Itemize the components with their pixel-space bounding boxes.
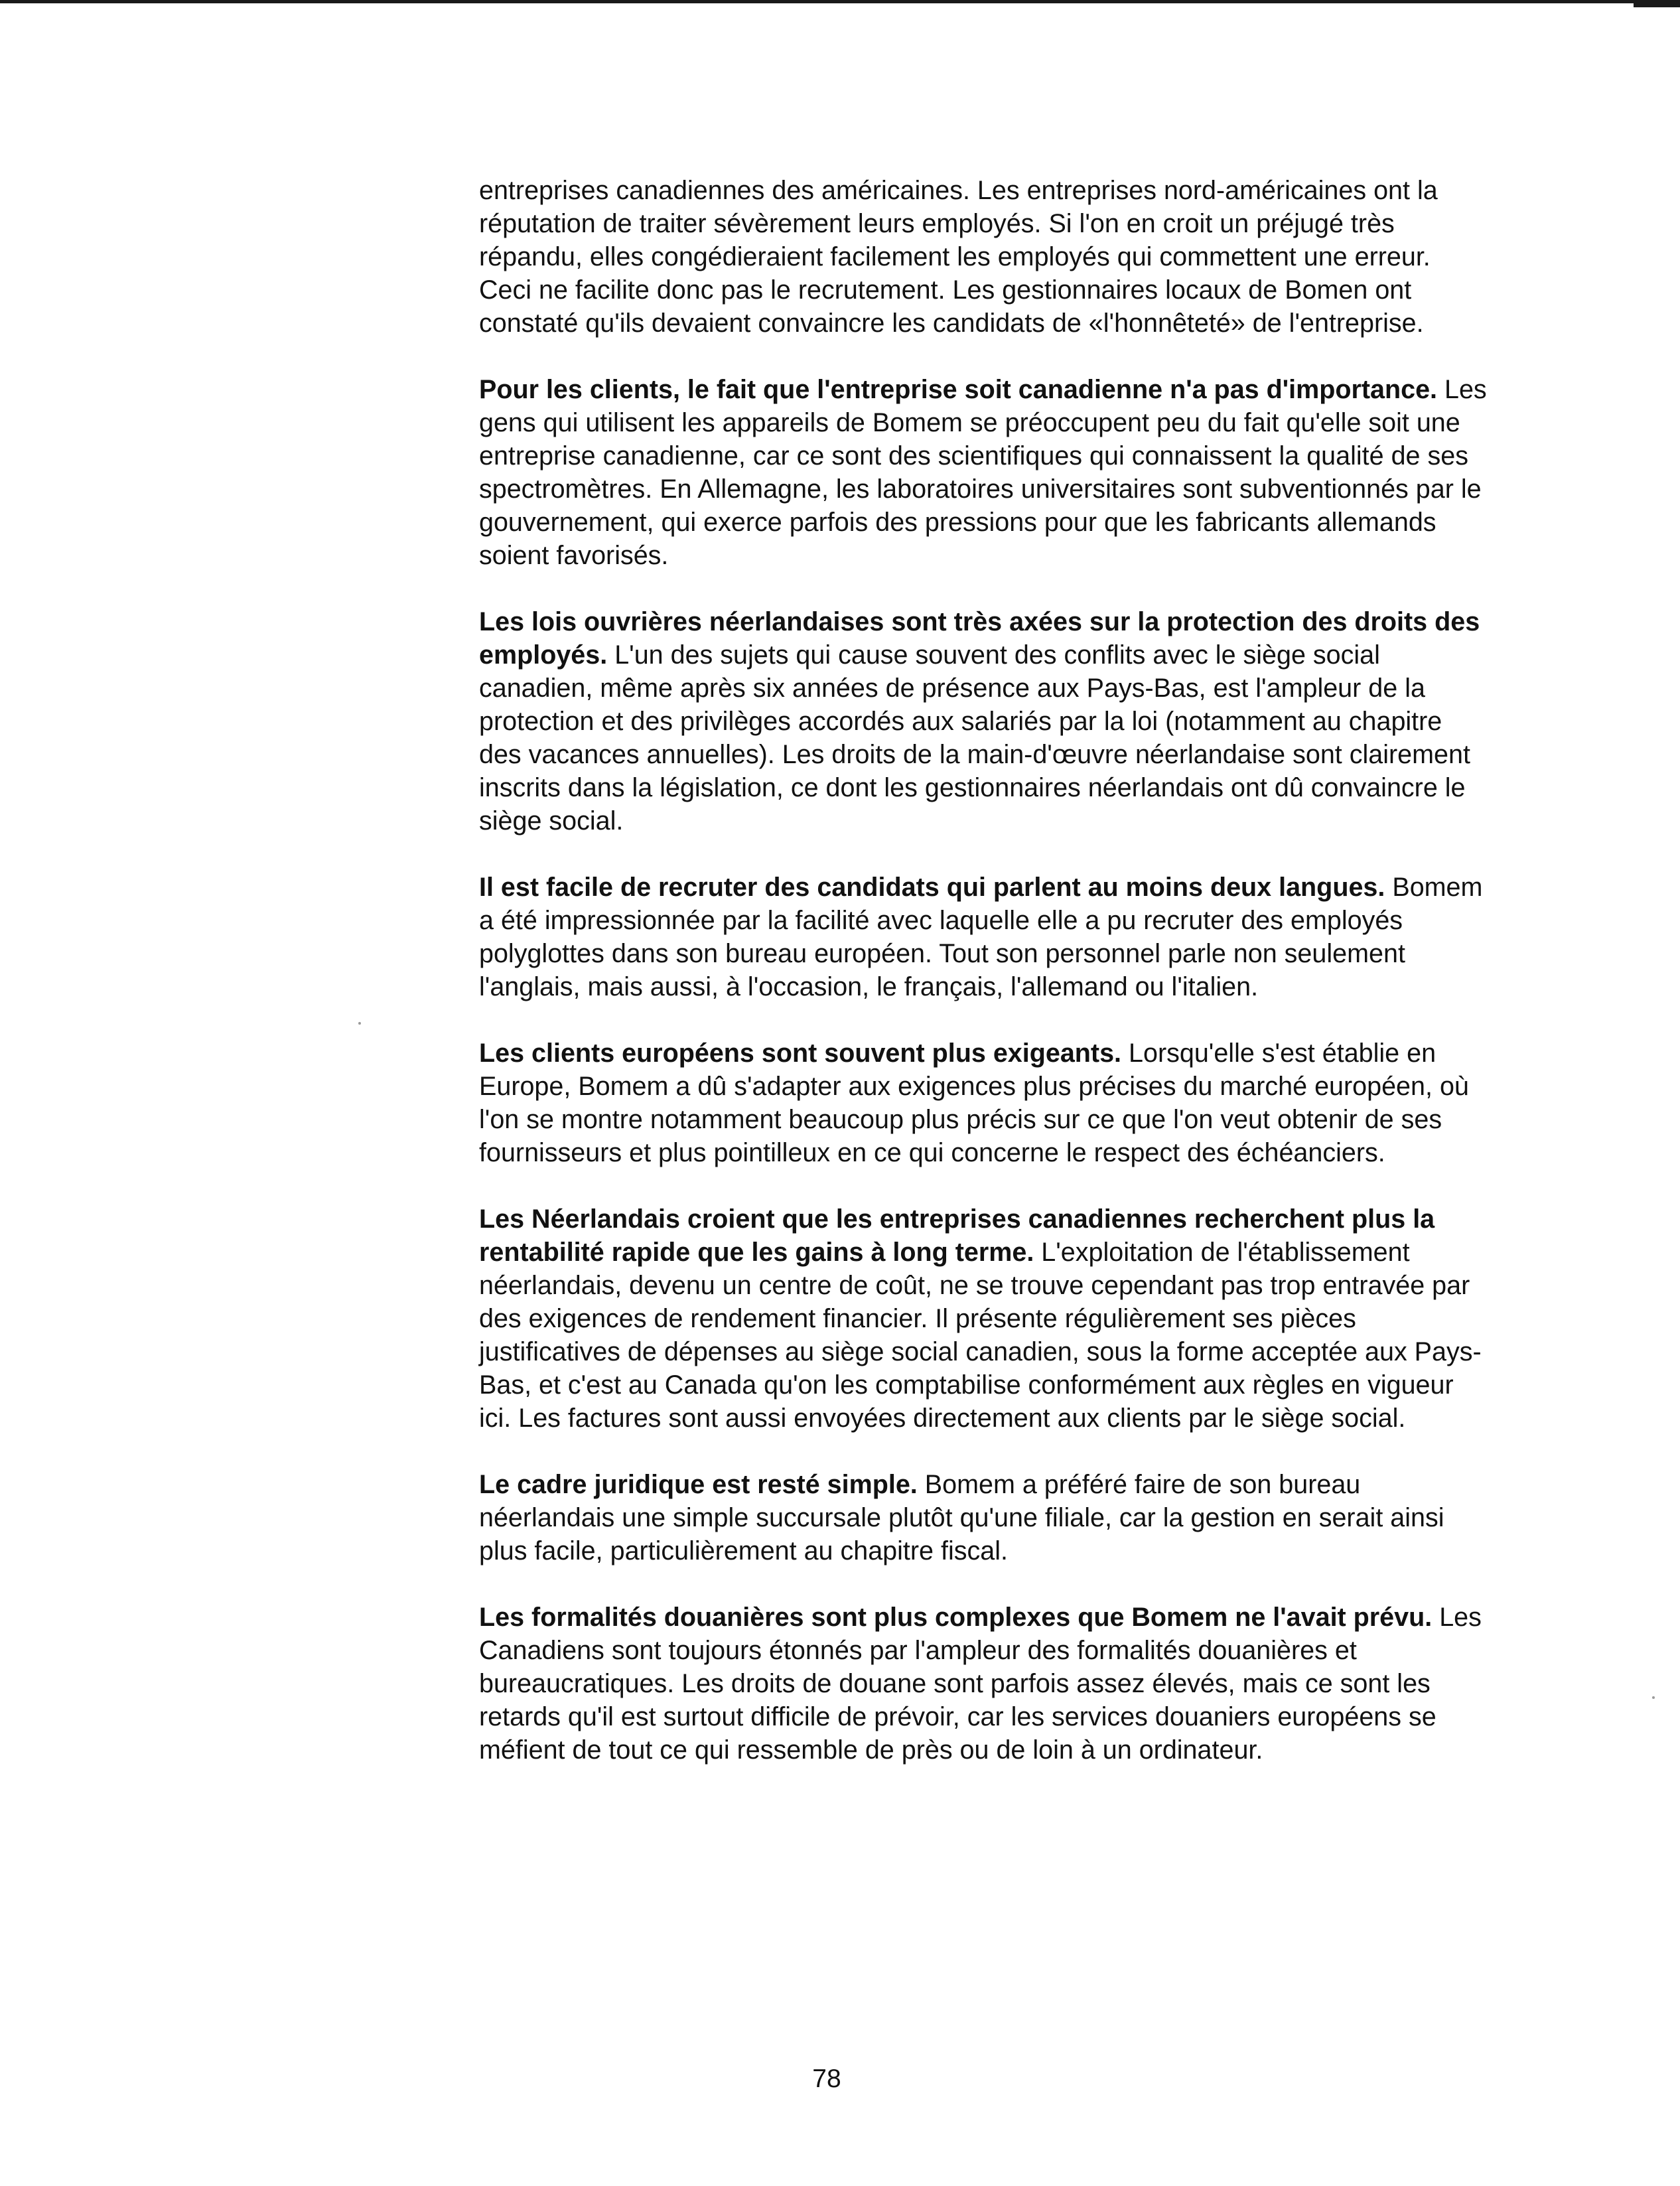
paragraph-8-text: Les Canadiens sont toujours étonnés par l'ampleur des formalités douanières et bureaucratiques. Les droits de douane sont parfois assez élevés, mais ce sont les retards qu'il est surtout difficile de prévoir, car les services douaniers européens se méfient de tout ce qui ressemble de près ou de loin à un ordinateur. <box>479 1603 1482 1765</box>
paragraph-1 <box>479 174 1488 340</box>
paragraph-1-text: entreprises canadiennes des américaines. Les entreprises nord-américaines ont la réputation de traiter sévèrement leurs employés. Si l'on en croit un préjugé très répandu, elles congédieraient facilement les employés qui commettent une erreur. Ceci ne facilite donc pas le recrutement. Les gestionnaires locaux de Bomen ont constaté qu'ils devaient convaincre les candidats de «l'honnêteté» de l'entreprise. <box>479 176 1438 338</box>
paragraph-4-text: Bomem a été impressionnée par la facilité avec laquelle elle a pu recruter des employés polyglottes dans son bureau européen. Tout son personnel parle non seulement l'anglais, mais aussi, à l'occasion, le français, l'allemand ou l'italien. <box>479 873 1483 1001</box>
paragraph-3-text: L'un des sujets qui cause souvent des conflits avec le siège social canadien, même après six années de présence aux Pays-Bas, est l'ampleur de la protection et des privilèges accordés aux salariés par la loi (notamment au chapitre des vacances annuelles). Les droits de la main-d'œuvre néerlandaise sont clairement inscrits dans la législation, ce dont les gestionnaires néerlandais ont dû convaincre le siège social. <box>479 640 1470 836</box>
paragraph-7-text: Bomem a préféré faire de son bureau néerlandais une simple succursale plutôt qu'une filiale, car la gestion en serait ainsi plus facile, particulièrement au chapitre fiscal. <box>479 1470 1444 1566</box>
top-border-rule <box>0 0 1680 3</box>
paragraph-5-text: Lorsqu'elle s'est établie en Europe, Bomem a dû s'adapter aux exigences plus précises du marché européen, où l'on se montre notamment beaucoup plus précis sur ce que l'on veut obtenir de ses fournisseurs et plus pointilleux en ce qui concerne le respect des échéanciers. <box>479 1039 1469 1167</box>
paragraph-4 <box>479 871 1488 1003</box>
paragraph-5 <box>479 1037 1488 1169</box>
scan-speck <box>1652 1696 1655 1699</box>
paragraph-2 <box>479 373 1488 572</box>
paragraph-7-lead: Le cadre juridique est resté simple. <box>479 1470 918 1499</box>
paragraph-2-lead: Pour les clients, le fait que l'entreprise soit canadienne n'a pas d'importance. <box>479 375 1438 404</box>
paragraph-6-text: L'exploitation de l'établissement néerlandais, devenu un centre de coût, ne se trouve cependant pas trop entravée par des exigences de rendement financier. Il présente régulièrement ses pièces justificatives de dépenses au siège social canadien, sous la forme acceptée aux Pays-Bas, et c'est au Canada qu'on les comptabilise conformément aux règles en vigueur ici. Les factures sont aussi envoyées directement aux clients par le siège social. <box>479 1238 1482 1433</box>
paragraph-3-lead: Les lois ouvrières néerlandaises sont très axées sur la protection des droits des employés. <box>479 607 1480 670</box>
page-body <box>479 174 1488 1800</box>
paragraph-6 <box>479 1202 1488 1435</box>
page-number: 78 <box>812 2065 841 2093</box>
paragraph-8-lead: Les formalités douanières sont plus complexes que Bomem ne l'avait prévu. <box>479 1603 1433 1632</box>
paragraph-3 <box>479 605 1488 838</box>
paragraph-4-lead: Il est facile de recruter des candidats qui parlent au moins deux langues. <box>479 873 1385 902</box>
paragraph-2-text: Les gens qui utilisent les appareils de Bomem se préoccupent peu du fait qu'elle soit une entreprise canadienne, car ce sont des scientifiques qui connaissent la qualité de ses spectromètres. En Allemagne, les laboratoires universitaires sont subventionnés par le gouvernement, qui exerce parfois des pressions pour que les fabricants allemands soient favorisés. <box>479 375 1487 570</box>
scan-speck <box>358 1022 361 1025</box>
paragraph-8 <box>479 1601 1488 1767</box>
top-border-rule-end <box>1634 0 1680 7</box>
paragraph-5-lead: Les clients européens sont souvent plus exigeants. <box>479 1039 1122 1068</box>
paragraph-6-lead: Les Néerlandais croient que les entreprises canadiennes recherchent plus la rentabilité rapide que les gains à long terme. <box>479 1204 1435 1267</box>
paragraph-7 <box>479 1468 1488 1567</box>
